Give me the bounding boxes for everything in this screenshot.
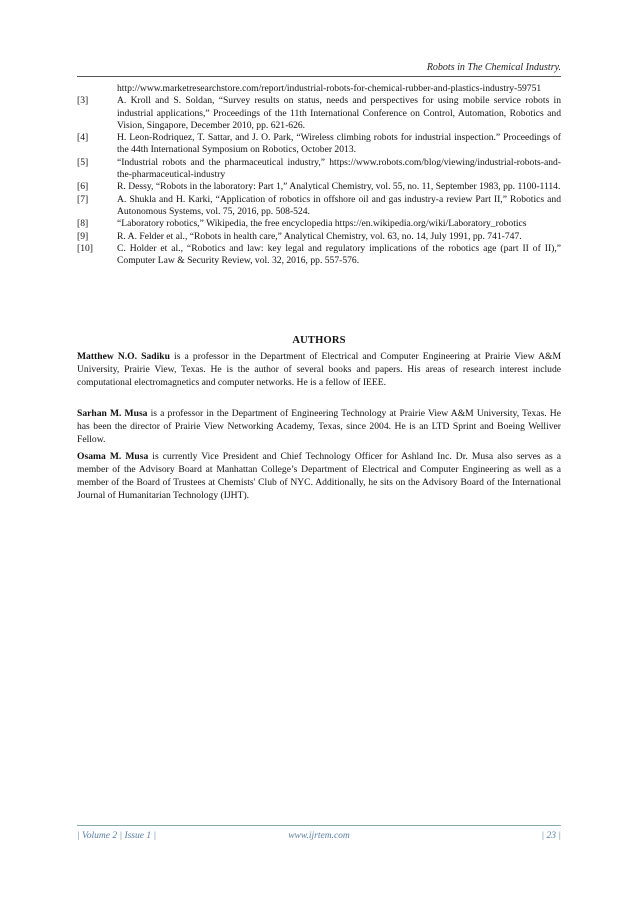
reference-item: [77, 194, 561, 219]
reference-text: H. Leon-Rodriquez, T. Sattar, and J. O. Park, “Wireless climbing robots for industrial inspection.” Proceedings of the 44th International Symposium on Robotics, October 2013.: [117, 132, 561, 156]
reference-text: R. A. Felder et al., “Robots in health care,” Analytical Chemistry, vol. 63, no. 14, July 1991, pp. 741-747.: [117, 230, 522, 242]
running-header-title: Robots in The Chemical Industry.: [426, 62, 561, 73]
author-name: Matthew N.O. Sadiku: [77, 351, 170, 362]
author-bio: [77, 350, 561, 389]
reference-item: [77, 181, 561, 193]
reference-item: [77, 83, 561, 95]
header-rule: [77, 76, 561, 77]
authors-heading: AUTHORS: [292, 335, 346, 346]
reference-text: http://www.marketresearchstore.com/report/industrial-robots-for-chemical-rubber-and-plastics-industry-59751: [117, 83, 542, 94]
reference-text: “Industrial robots and the pharmaceutical industry,” https://www.robots.com/blog/viewing/industrial-robots-and-the-pharmaceutical-industry: [117, 156, 561, 181]
reference-number: [77, 83, 117, 95]
author-bio-text: is a professor in the Department of Engineering Technology at Prairie View A&M University, Texas. He has been the director of Prairie View Networking Academy, Texas, since 2004. He is an LTD Sprint and Boeing Welliver Fellow.: [77, 408, 561, 445]
reference-number: [6]: [77, 181, 89, 193]
reference-item: [77, 218, 561, 230]
reference-item: [77, 95, 561, 132]
reference-number: [10]: [77, 242, 93, 254]
author-bio-text: is a professor in the Department of Electrical and Computer Engineering at Prairie View A&M University, Prairie View, Texas. He is the author of several books and papers. His areas of research interest include computational electromagnetics and computer networks. He is a fellow of IEEE.: [77, 351, 561, 388]
reference-text: A. Kroll and S. Soldan, “Survey results on status, needs and perspectives for using mobile service robots in industrial applications,” Proceedings of the 11th International Conference on Control, Automation, Robotics and Vision, Singapore, December 2010, pp. 621-626.: [117, 95, 561, 131]
author-name: Osama M. Musa: [77, 451, 149, 462]
reference-number: [5]: [77, 156, 89, 168]
author-bio: [77, 450, 561, 502]
reference-number: [8]: [77, 218, 89, 230]
reference-number: [9]: [77, 230, 89, 242]
reference-list: [77, 83, 561, 267]
reference-text: A. Shukla and H. Karki, “Application of robotics in offshore oil and gas industry-a review Part II,” Robotics and Autonomous Systems, vol. 75, 2016, pp. 508-524.: [117, 193, 561, 217]
reference-text: R. Dessy, “Robots in the laboratory: Part 1,” Analytical Chemistry, vol. 55, no. 11, September 1983, pp. 1100-1114.: [117, 181, 561, 193]
reference-item: [77, 243, 561, 268]
reference-item: [77, 231, 561, 243]
reference-text: “Laboratory robotics,” Wikipedia, the free encyclopedia https://en.wikipedia.org/wiki/Laboratory_robotics: [117, 218, 527, 230]
author-bio: [77, 407, 561, 446]
author-name: Sarhan M. Musa: [77, 408, 148, 419]
reference-item: [77, 157, 561, 182]
footer-volume-issue: | Volume 2 | Issue 1 |: [77, 831, 157, 841]
reference-number: [4]: [77, 132, 89, 144]
reference-number: [3]: [77, 95, 89, 107]
footer-rule: [77, 825, 561, 826]
reference-text: C. Holder et al., “Robotics and law: key legal and regulatory implications of the robotics age (part II of II),” Computer Law & Security Review, vol. 32, 2016, pp. 557-576.: [117, 242, 561, 267]
reference-item: [77, 132, 561, 157]
footer-website: www.ijrtem.com: [288, 831, 350, 841]
reference-number: [7]: [77, 193, 89, 205]
author-bio-text: is currently Vice President and Chief Technology Officer for Ashland Inc. Dr. Musa also serves as a member of the Advisory Board at Manhattan College’s Department of Electrical and Computer Engineering as well as a member of the Board of Trustees at Chemists' Club of NYC. Additionally, he sits on the Advisory Board of the International Journal of Humanitarian Technology (IJHT).: [77, 451, 561, 501]
footer-page-number: | 23 |: [541, 831, 561, 841]
